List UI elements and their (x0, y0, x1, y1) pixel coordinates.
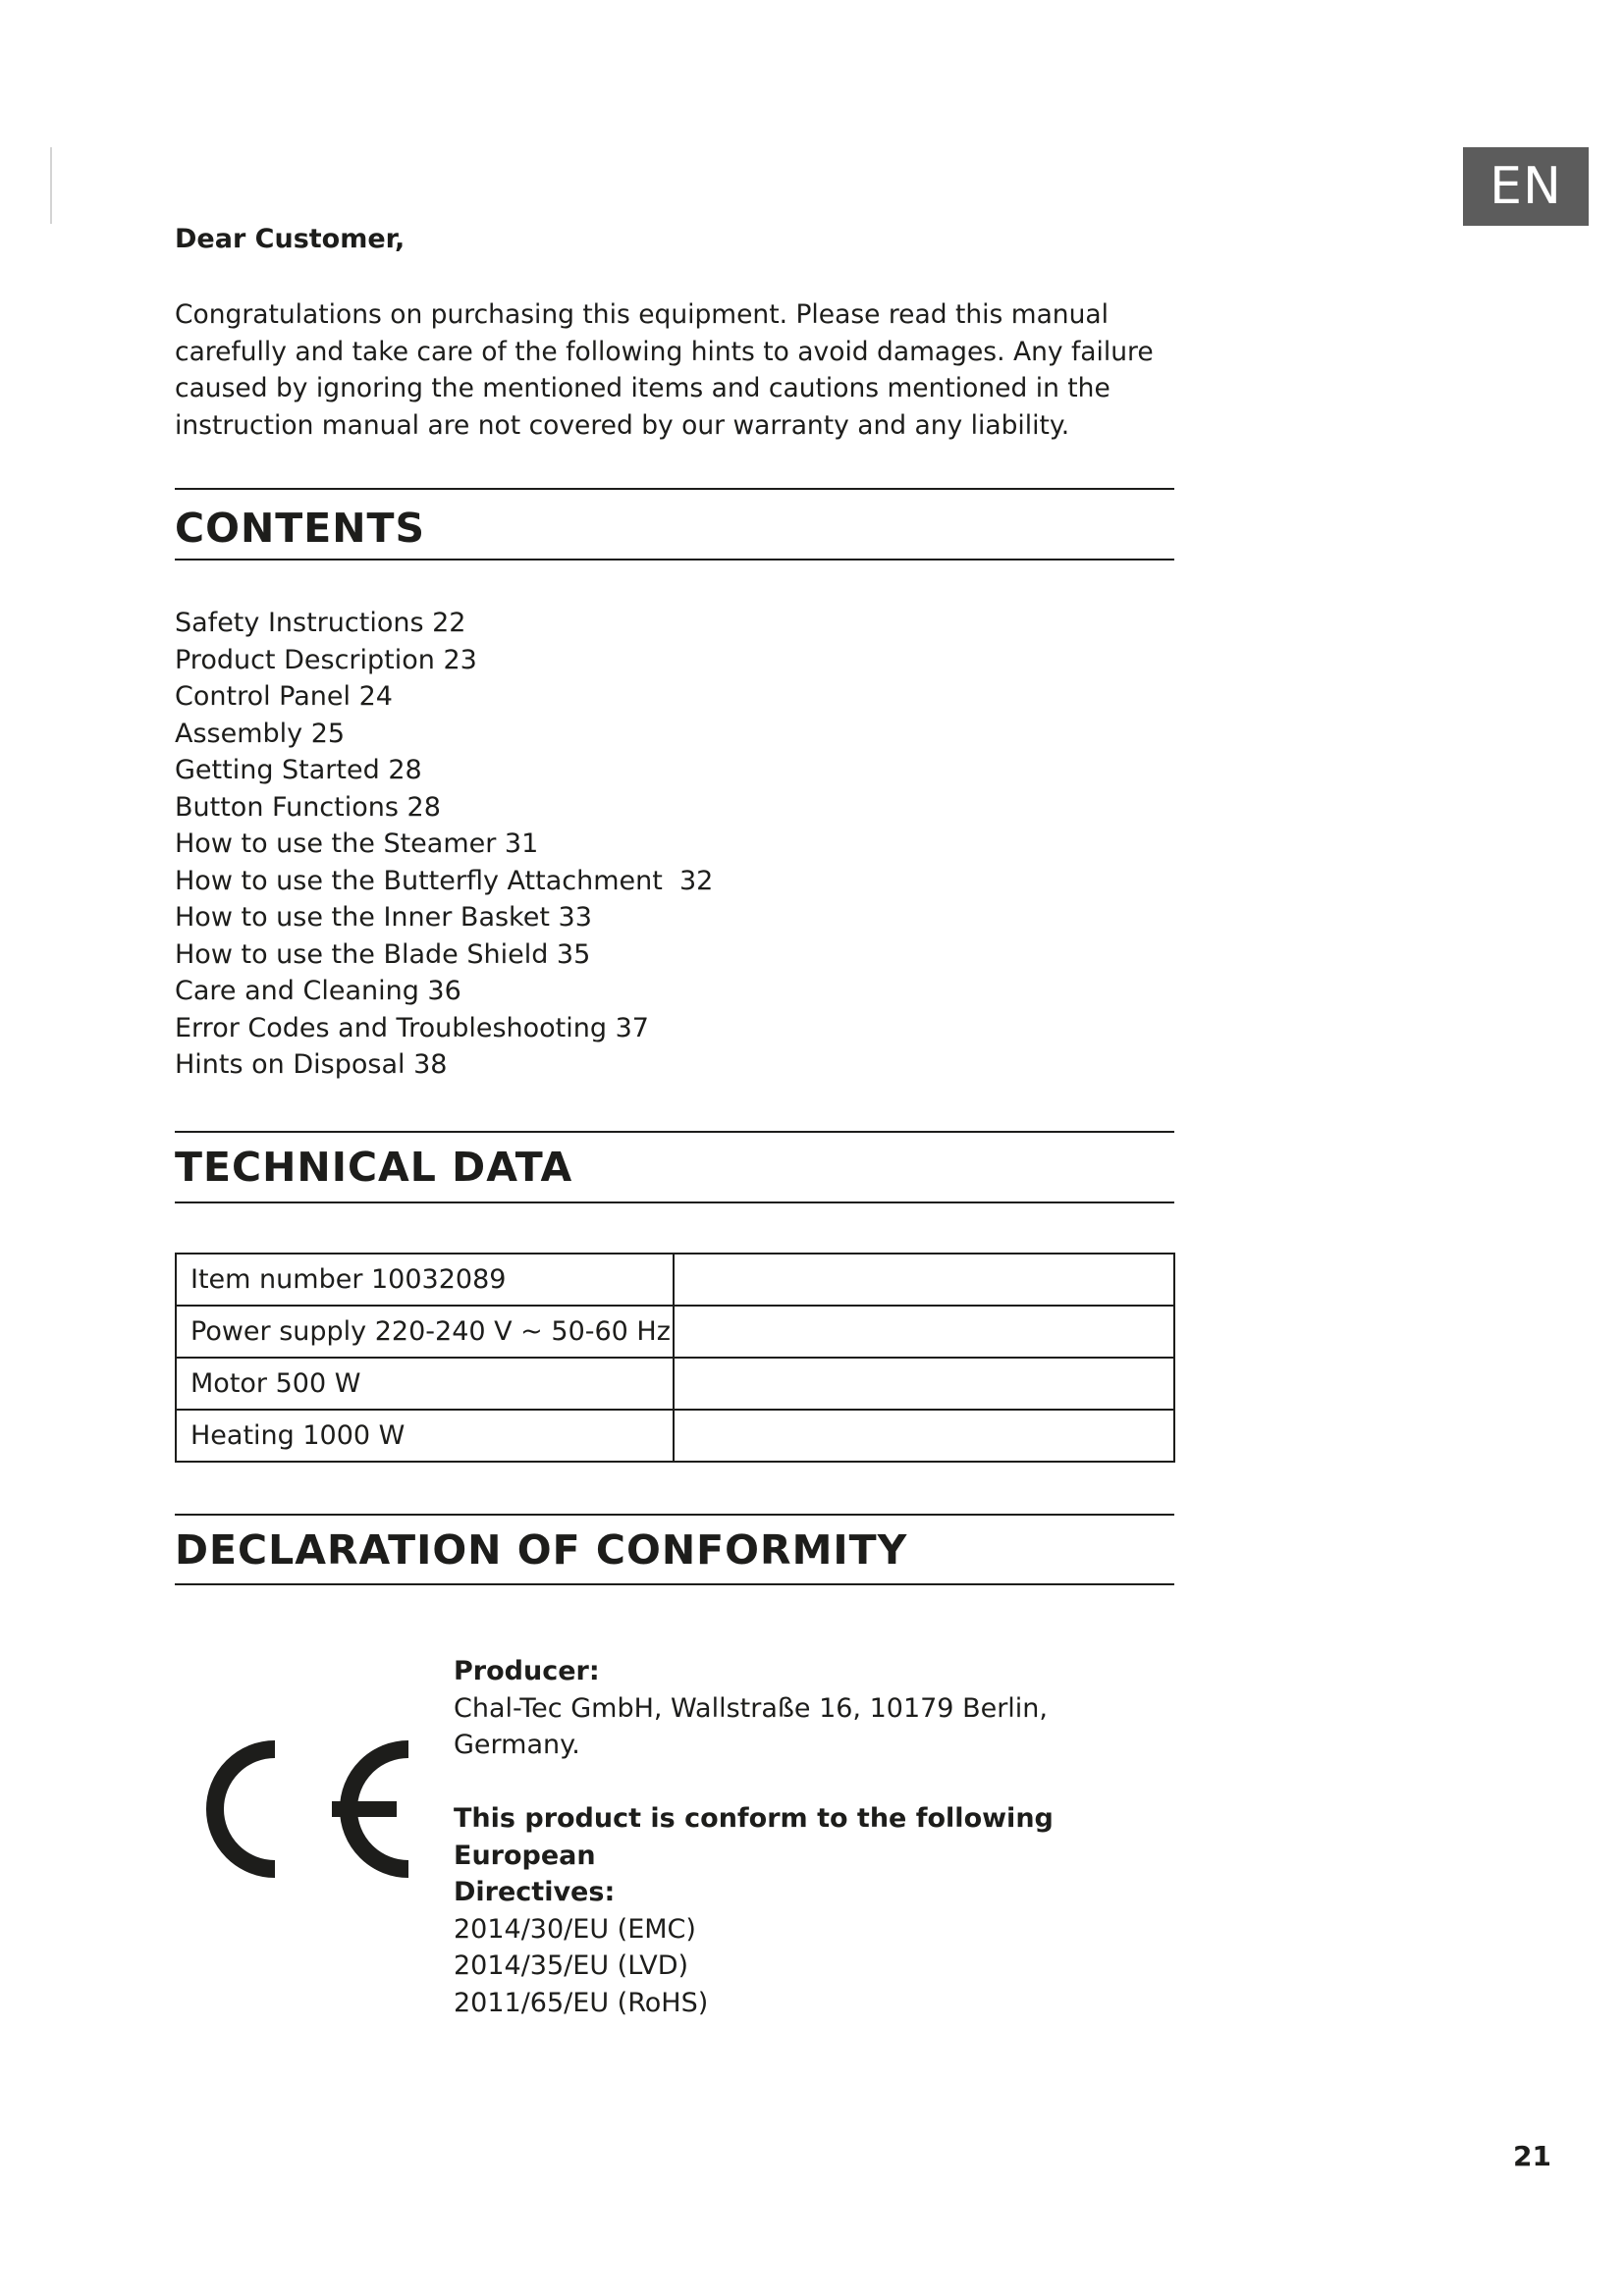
margin-mark (50, 147, 52, 224)
toc-item: Getting Started 28 (175, 755, 422, 785)
toc-item: How to use the Steamer 31 (175, 828, 539, 859)
declaration-top-rule (175, 1514, 1174, 1516)
page-number: 21 (1513, 2140, 1551, 2172)
intro-paragraph: Congratulations on purchasing this equipment. Please read this manual carefully and take care of the following hints to avoid damages. Any failure caused by ignoring the mentioned items and cautions mentioned in the instruction manual are not covered by our warranty and any liability. (175, 299, 1154, 441)
language-badge: EN (1463, 147, 1589, 226)
table-cell: Heating 1000 W (176, 1410, 674, 1462)
directives-label: This product is conform to the following European (454, 1803, 1054, 1871)
ce-mark-icon (192, 1730, 418, 1889)
table-cell: Motor 500 W (176, 1358, 674, 1410)
directives-label: Directives: (454, 1877, 616, 1907)
table-row (176, 1306, 1174, 1358)
toc-item: Safety Instructions 22 (175, 608, 466, 638)
toc-item: How to use the Inner Basket 33 (175, 902, 592, 933)
toc-item: How to use the Blade Shield 35 (175, 938, 591, 970)
toc-item: Care and Cleaning 36 (175, 976, 461, 1006)
table-cell-empty (674, 1410, 1174, 1462)
technical-data-title: TECHNICAL DATA (175, 1144, 573, 1191)
contents-bottom-rule (175, 559, 1174, 561)
declaration-details (454, 1653, 1180, 2021)
table-cell: Power supply 220-240 V ~ 50-60 Hz (176, 1306, 674, 1358)
table-row (176, 1410, 1174, 1462)
technical-data-bottom-rule (175, 1201, 1174, 1203)
contents-top-rule (175, 488, 1174, 490)
toc-item: Product Description 23 (175, 644, 477, 675)
toc-item: Assembly 25 (175, 718, 346, 749)
table-cell-empty (674, 1358, 1174, 1410)
table-row (176, 1254, 1174, 1306)
technical-data-table (175, 1253, 1175, 1463)
declaration-bottom-rule (175, 1583, 1174, 1585)
toc-item: How to use the Butterfly Attachment 32 (175, 865, 714, 896)
greeting: Dear Customer, (175, 224, 406, 254)
directive-item: 2011/65/EU (RoHS) (454, 1987, 709, 2018)
technical-data-top-rule (175, 1131, 1174, 1133)
table-cell: Item number 10032089 (176, 1254, 674, 1306)
toc-item: Hints on Disposal 38 (175, 1049, 448, 1080)
directive-item: 2014/30/EU (EMC) (454, 1913, 696, 1945)
table-cell-empty (674, 1306, 1174, 1358)
declaration-title: DECLARATION OF CONFORMITY (175, 1526, 908, 1574)
producer-address: Chal-Tec GmbH, Wallstraße 16, 10179 Berlin, Germany. (454, 1692, 1048, 1760)
table-cell-empty (674, 1254, 1174, 1306)
toc-item: Control Panel 24 (175, 681, 393, 712)
contents-title: CONTENTS (175, 505, 426, 552)
producer-label: Producer: (454, 1656, 600, 1686)
toc-item: Button Functions 28 (175, 791, 441, 823)
table-row (176, 1358, 1174, 1410)
directive-item: 2014/35/EU (LVD) (454, 1950, 689, 1981)
contents-list (175, 605, 713, 1084)
toc-item: Error Codes and Troubleshooting 37 (175, 1012, 649, 1043)
